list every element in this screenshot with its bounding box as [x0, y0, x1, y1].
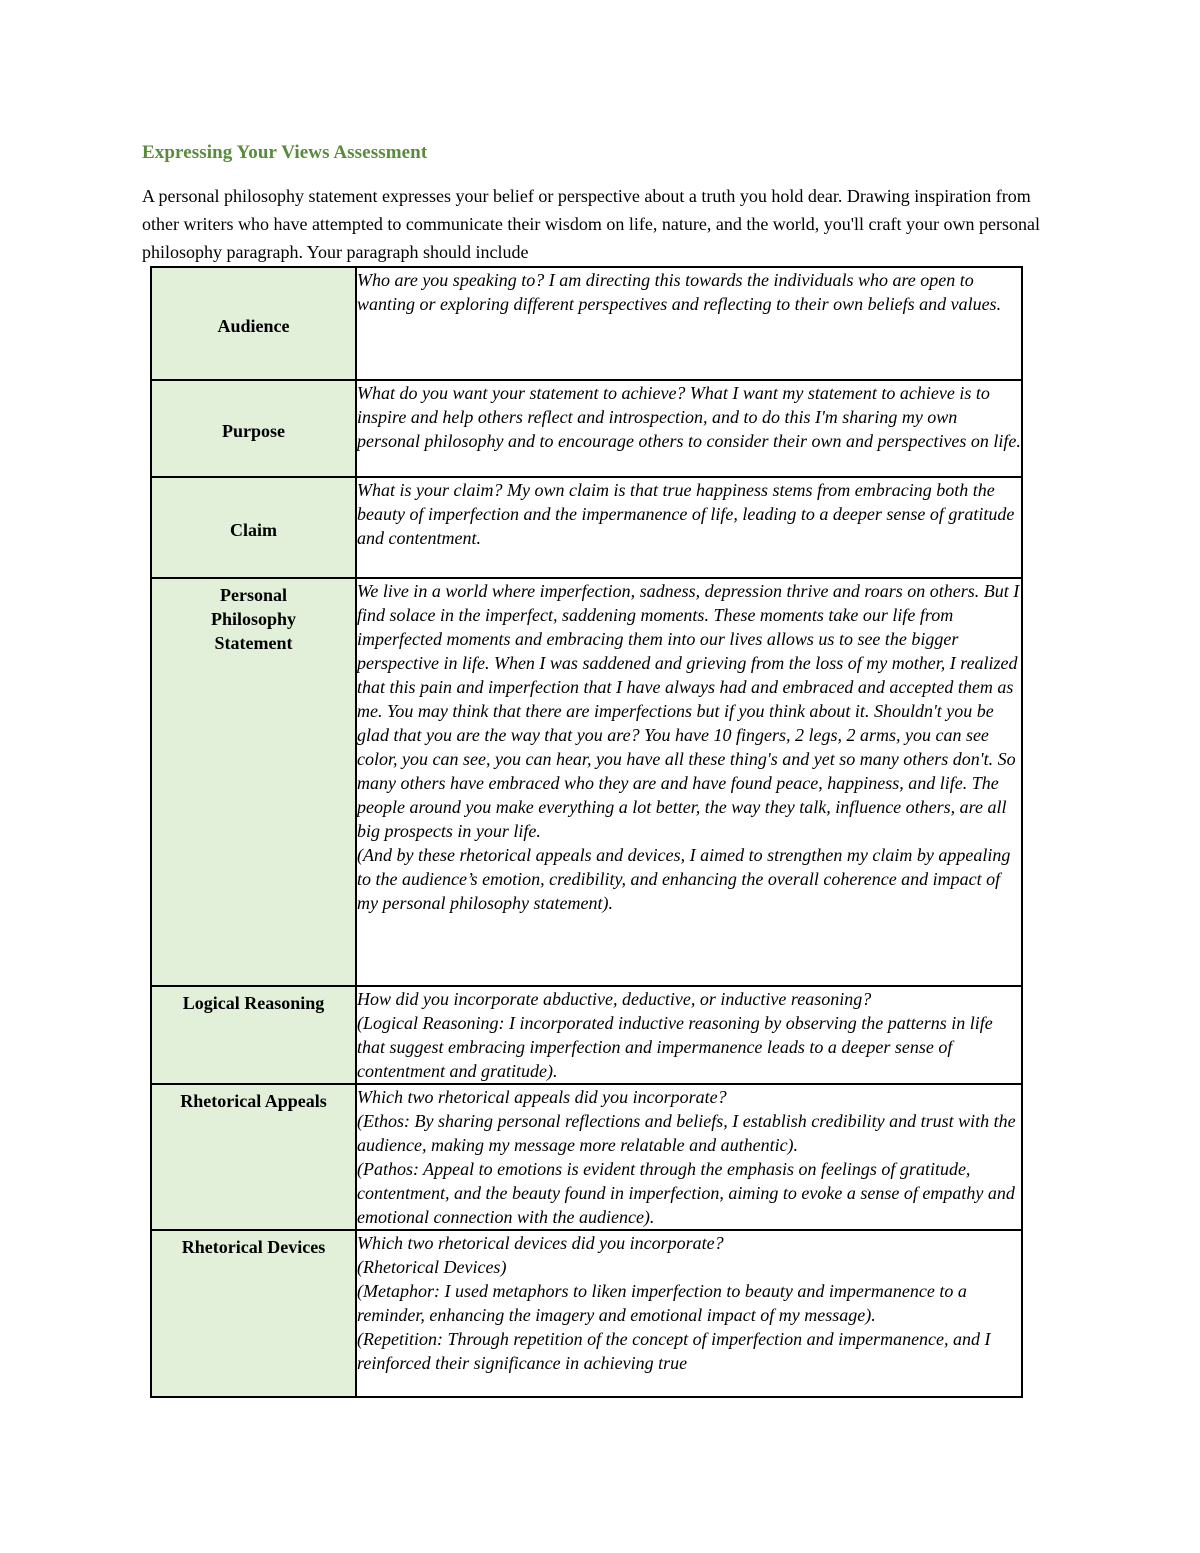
- row-label-cell: [151, 477, 356, 578]
- row-content-cell: [356, 477, 1022, 578]
- row-text: Which two rhetorical devices did you incorporate?: [357, 1233, 724, 1253]
- rubric-table: [150, 266, 1023, 1398]
- row-text: What do you want your statement to achieve? What I want my statement to achieve is to inspire and help others reflect and introspection, and to do this I'm sharing my own personal philosophy and to encourage others to consider their own and perspectives on life.: [357, 383, 1021, 451]
- table-row-audience: [151, 267, 1022, 380]
- row-text: (Ethos: By sharing personal reflections and beliefs, I establish credibility and trust with the audience, making my message more relatable and authentic).: [357, 1111, 1016, 1155]
- row-label-cell: [151, 1084, 356, 1230]
- table-row-claim: [151, 477, 1022, 578]
- row-label: Rhetorical Appeals: [180, 1091, 327, 1111]
- row-label-cell: [151, 986, 356, 1084]
- row-text: (Metaphor: I used metaphors to liken imperfection to beauty and impermanence to a reminder, enhancing the imagery and emotional impact of my message).: [357, 1281, 967, 1325]
- row-text: (Logical Reasoning: I incorporated inductive reasoning by observing the patterns in life that suggest embracing imperfection and impermanence leads to a deeper sense of contentment and gratitude).: [357, 1013, 993, 1081]
- row-text: (Rhetorical Devices): [357, 1257, 507, 1277]
- table-row-logical-reasoning: [151, 986, 1022, 1084]
- intro-paragraph: A personal philosophy statement expresses your belief or perspective about a truth you hold dear. Drawing inspiration from other writers who have attempted to communicate their wisdom on life, nature, and the world, you'll craft your own personal philosophy paragraph. Your paragraph should include: [142, 186, 1040, 262]
- page-title: Expressing Your Views Assessment: [142, 142, 428, 163]
- row-content-cell: [356, 267, 1022, 380]
- row-text: We live in a world where imperfection, sadness, depression thrive and roars on others. But I find solace in the imperfect, saddening moments. These moments take our life from imperfected moments and embracing them into our lives allows us to see the bigger perspective in life. When I was saddened and grieving from the loss of my mother, I realized that this pain and imperfection that I have always had and embraced and accepted them as me. You may think that there are imperfections but if you think about it. Shouldn't you be glad that you are the way that you are? You have 10 fingers, 2 legs, 2 arms, you can see color, you can see, you can hear, you have all these thing's and yet so many others don't. So many others have embraced who they are and have found peace, happiness, and life. The people around you make everything a lot better, the way they talk, influence others, are all big prospects in your life.: [357, 581, 1020, 841]
- table-row-purpose: [151, 380, 1022, 477]
- row-text: What is your claim? My own claim is that true happiness stems from embracing both the beauty of imperfection and the impermanence of life, leading to a deeper sense of gratitude and contentment.: [357, 480, 1015, 548]
- row-label-cell: [151, 267, 356, 380]
- row-label-cell: [151, 380, 356, 477]
- row-content-cell: [356, 1084, 1022, 1230]
- row-content-cell: [356, 1230, 1022, 1397]
- row-label: Purpose: [222, 420, 285, 441]
- row-label: Audience: [217, 315, 290, 336]
- row-label: Rhetorical Devices: [181, 1237, 326, 1257]
- table-row-rhetorical-devices: [151, 1230, 1022, 1397]
- row-text: (And by these rhetorical appeals and devices, I aimed to strengthen my claim by appealing to the audience’s emotion, credibility, and enhancing the overall coherence and impact of my personal philosophy statement).: [357, 845, 1011, 913]
- row-label-cell: [151, 578, 356, 986]
- row-text: How did you incorporate abductive, deductive, or inductive reasoning?: [357, 989, 872, 1009]
- row-content-cell: [356, 380, 1022, 477]
- row-content-cell: [356, 578, 1022, 986]
- row-label: Claim: [230, 519, 277, 540]
- row-text: Which two rhetorical appeals did you incorporate?: [357, 1087, 727, 1107]
- table-row-personal-philosophy-statement: [151, 578, 1022, 986]
- row-label: Personal Philosophy Statement: [210, 585, 297, 653]
- row-text: (Repetition: Through repetition of the concept of imperfection and impermanence, and I reinforced their significance in achieving true: [357, 1329, 991, 1373]
- table-row-rhetorical-appeals: [151, 1084, 1022, 1230]
- row-label: Logical Reasoning: [182, 993, 325, 1013]
- row-text: Who are you speaking to? I am directing this towards the individuals who are open to wanting or exploring different perspectives and reflecting to their own beliefs and values.: [357, 270, 1002, 314]
- row-content-cell: [356, 986, 1022, 1084]
- row-label-cell: [151, 1230, 356, 1397]
- row-text: (Pathos: Appeal to emotions is evident through the emphasis on feelings of gratitude, contentment, and the beauty found in imperfection, aiming to evoke a sense of empathy and emotional connection with the audience).: [357, 1159, 1015, 1227]
